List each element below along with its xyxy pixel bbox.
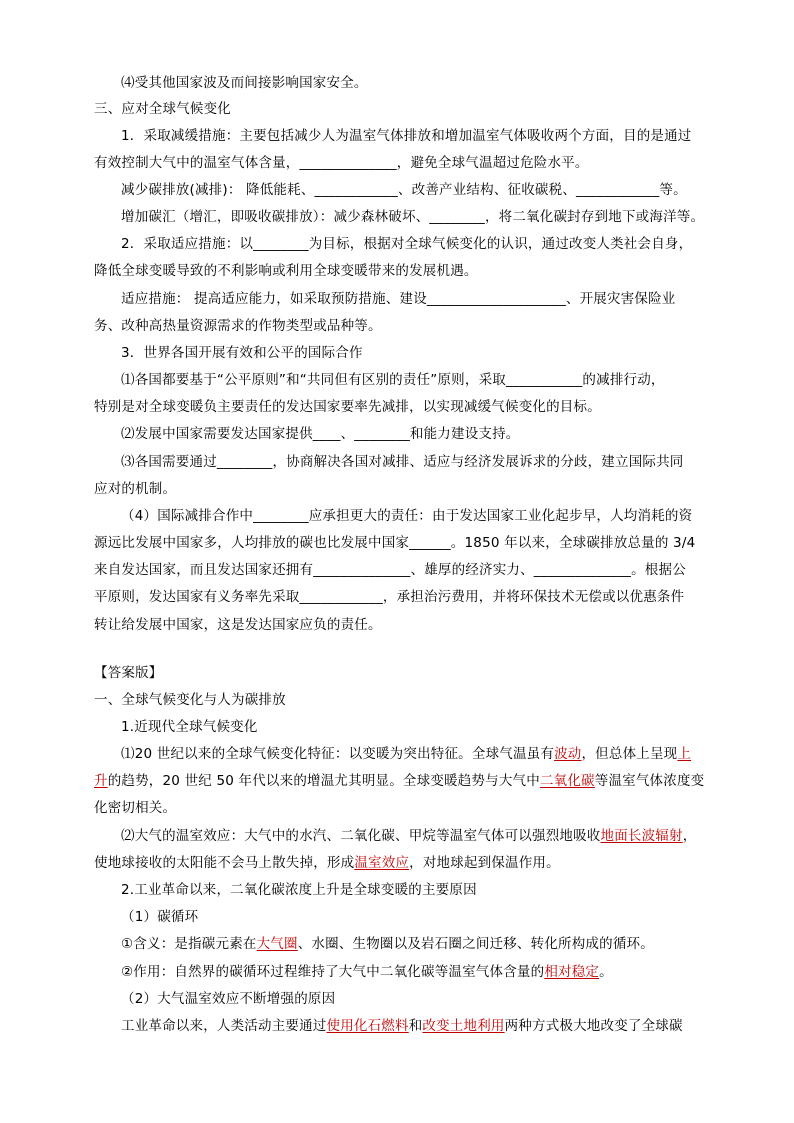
answer-term: 相对稳定 (544, 964, 600, 980)
answer-version-title: 【答案版】 (94, 665, 163, 681)
text: 工业革命以来，人类活动主要通过 (121, 1018, 327, 1034)
text-line: ⑵发展中国家需要发达国家提供____、________和能力建设支持。 (121, 426, 520, 442)
answer-term: 地面长波辐射 (600, 828, 683, 844)
text-line: 应对的机制。 (94, 481, 177, 497)
subsection-heading: （2）大气温室效应不断增强的原因 (121, 991, 336, 1007)
text-line: 有效控制大气中的温室气体含量，______________，避免全球气温超过危险水平。 (94, 155, 589, 171)
text-line: 源远比发展中国家多，人均排放的碳也比发展中国家______。1850 年以来，全球碳排放总量的 3/4 (94, 535, 696, 551)
text: 等温室气体浓度变 (594, 773, 705, 789)
text: 使地球接收的太阳能不会马上散失掉，形成 (94, 855, 355, 871)
text: 的趋势，20 世纪 50 年代以来的增温尤其明显。全球变暖趋势与大气中 (107, 773, 540, 789)
subsection-heading: 2.工业革命以来，二氧化碳浓度上升是全球变暖的主要原因 (121, 882, 477, 898)
text-line: 适应措施： 提高适应能力，如采取预防措施、建设____________________、开展灾害保险业 (121, 291, 676, 307)
answer-term: 使用化石燃料 (326, 1018, 409, 1034)
text-line: 2．采取适应措施：以________为目标，根据对全球气候变化的认识，通过改变人类社会自身， (121, 236, 693, 252)
answer-term: 二氧化碳 (539, 773, 595, 789)
text-line: （4）国际减排合作中________应承担更大的责任：由于发达国家工业化起步早，人均消耗的资 (121, 508, 693, 524)
answer-term: 波动 (554, 746, 582, 762)
text-line: 增加碳汇（增汇，即吸收碳排放）：减少森林破坏、________，将二氧化碳封存到地下或海洋等。 (121, 209, 705, 225)
text-line: 转让给发展中国家，这是发达国家应负的责任。 (94, 617, 382, 633)
answer-line (121, 825, 706, 847)
text-line: ⑴各国都要基于“公平原则”和“共同但有区别的责任”原则，采取___________的减排行动， (121, 372, 665, 388)
subsection-heading: 1.近现代全球气候变化 (121, 719, 258, 735)
subsection-heading: 3．世界各国开展有效和公平的国际合作 (121, 345, 363, 361)
text: ，对地球起到保温作用。 (409, 855, 560, 871)
text: 和 (408, 1018, 423, 1034)
answer-line (94, 852, 706, 874)
answer-line (94, 770, 706, 792)
text: ②作用：自然界的碳循环过程维持了大气中二氧化碳等温室气体含量的 (121, 964, 545, 980)
text: ，但总体上呈现 (581, 746, 678, 762)
section-heading: 一、全球气候变化与人为碳排放 (94, 692, 286, 708)
text-line: 降低全球变暖导致的不利影响或利用全球变暖带来的发展机遇。 (94, 263, 478, 279)
text-line: 平原则，发达国家有义务率先采取____________，承担治污费用，并将环保技术无偿或以优惠条件 (94, 589, 685, 605)
text: ⑵大气的温室效应：大气中的水汽、二氧化碳、甲烷等温室气体可以强烈地吸收 (121, 828, 601, 844)
answer-term: 上 (677, 746, 692, 762)
text-line: 化密切相关。 (94, 800, 177, 816)
text-line: ⑶各国需要通过________，协商解决各国对减排、适应与经济发展诉求的分歧，建立国际共同 (121, 454, 684, 470)
text-line: 务、改种高热量资源需求的作物类型或品种等。 (94, 318, 382, 334)
answer-term: 升 (94, 773, 108, 789)
text: 、水圈、生物圈以及岩石圈之间迁移、转化所构成的循环。 (297, 936, 654, 952)
text-line: 特别是对全球变暖负主要责任的发达国家要率先减排，以实现减缓气候变化的目标。 (94, 399, 601, 415)
answer-term: 大气圈 (256, 936, 298, 952)
subsection-heading: （1）碳循环 (121, 909, 199, 925)
answer-line (121, 1015, 706, 1037)
text: 两种方式极大地改变了全球碳 (504, 1018, 683, 1034)
text-line: 来自发达国家，而且发达国家还拥有______________、雄厚的经济实力、______________。根据公 (94, 562, 686, 578)
text: ， (682, 828, 697, 844)
answer-line (121, 961, 706, 983)
text-line: 1．采取减缓措施：主要包括减少人为温室气体排放和增加温室气体吸收两个方面，目的是通过 (121, 128, 692, 144)
answer-term: 改变土地利用 (422, 1018, 505, 1034)
text: 。 (599, 964, 613, 980)
answer-line (121, 743, 706, 765)
text-line: 减少碳排放(减排)： 降低能耗、____________、改善产业结构、征收碳税、____________等。 (121, 182, 687, 198)
section-heading: 三、应对全球气候变化 (94, 101, 231, 117)
text: ①含义：是指碳元素在 (121, 936, 257, 952)
text-line: ⑷受其他国家波及而间接影响国家安全。 (121, 75, 368, 91)
answer-line (121, 933, 706, 955)
answer-term: 温室效应 (354, 855, 410, 871)
text: ⑴20 世纪以来的全球气候变化特征：以变暖为突出特征。全球气温虽有 (121, 746, 555, 762)
